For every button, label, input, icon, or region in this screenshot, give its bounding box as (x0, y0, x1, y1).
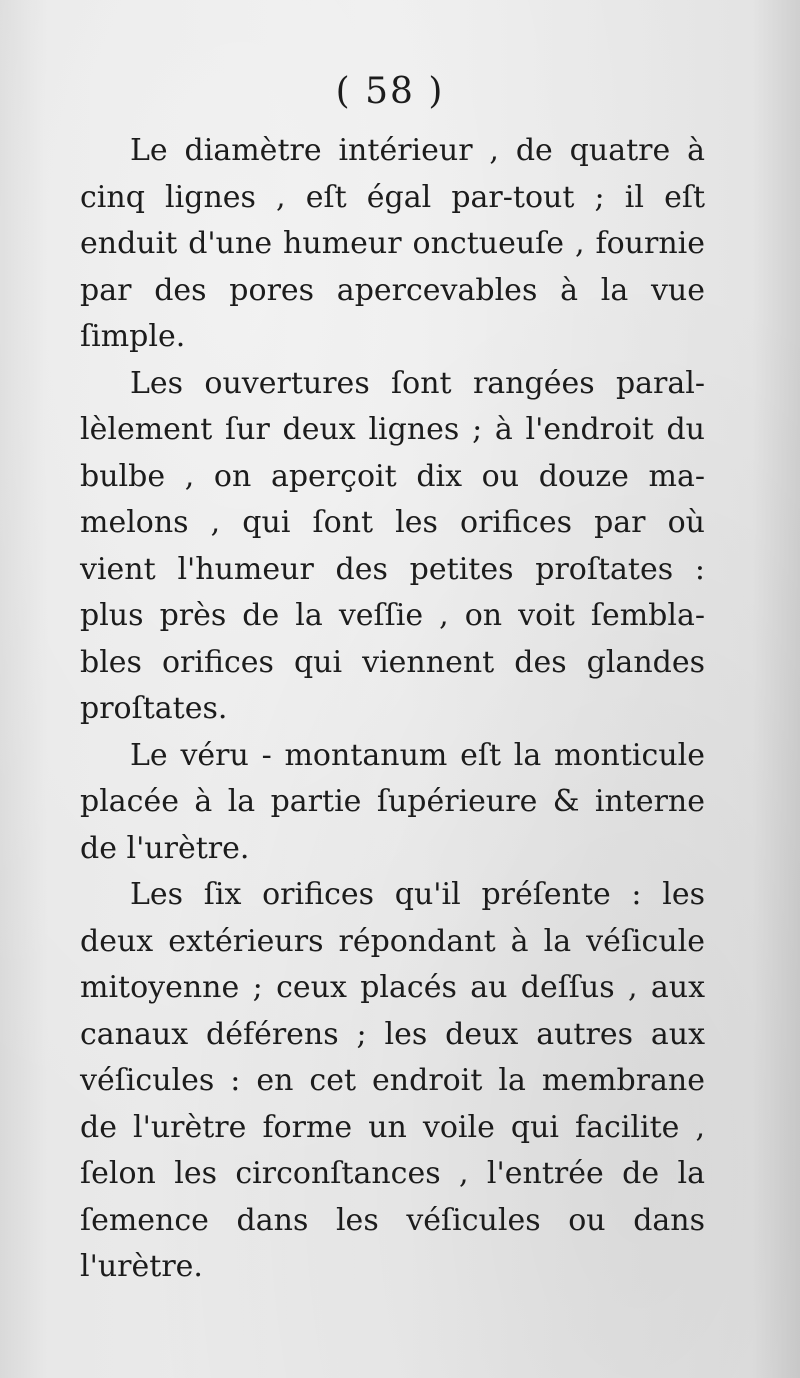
text-line: ſemence dans les véſicules ou dans (80, 1202, 705, 1238)
paragraph (80, 361, 705, 733)
text-line: plus près de la veſſie , on voit ſembla- (80, 598, 705, 633)
text-line: cinq lignes , eſt égal par-tout ; il eſt (80, 179, 705, 215)
paragraph (80, 733, 705, 873)
text-line: deux extérieurs répondant à la véſicule (80, 923, 705, 959)
text-line: véſicules : en cet endroit la membrane (80, 1063, 705, 1098)
text-line: melons , qui ſont les orifices par où (80, 505, 705, 540)
text-line: de l'urètre forme un voile qui facilite , (80, 1109, 705, 1145)
text-line: bulbe , on aperçoit dix ou douze ma- (80, 458, 705, 494)
text-line: mitoyenne ; ceux placés au deſſus , aux (80, 970, 705, 1005)
text-line: bles orifices qui viennent des glandes (80, 644, 705, 680)
text-line: Le véru - montanum eſt la monticule (130, 737, 705, 773)
text-line: de l'urètre. (80, 830, 250, 866)
paragraph (80, 872, 705, 1291)
page-number: ( 58 ) (335, 71, 445, 112)
text-line: Le diamètre intérieur , de quatre à (130, 133, 705, 168)
text-line: par des pores apercevables à la vue (80, 272, 705, 308)
page-body (80, 128, 705, 1291)
text-line: ſelon les circonſtances , l'entrée de la (80, 1156, 705, 1191)
text-line: l'urètre. (80, 1249, 203, 1284)
text-line: ſimple. (80, 319, 186, 354)
text-line: Les ſix orifices qu'il préſente : les (130, 877, 705, 912)
text-line: lèlement ſur deux lignes ; à l'endroit du (80, 412, 705, 447)
paragraph (80, 128, 705, 361)
text-line: enduit d'une humeur onctueuſe , fournie (80, 226, 705, 261)
text-line: placée à la partie ſupérieure & interne (80, 784, 705, 819)
text-line: vient l'humeur des petites proſtates : (80, 551, 705, 587)
text-line: proſtates. (80, 691, 228, 726)
text-line: canaux déférens ; les deux autres aux (80, 1016, 705, 1052)
text-line: Les ouvertures ſont rangées paral- (130, 365, 705, 401)
